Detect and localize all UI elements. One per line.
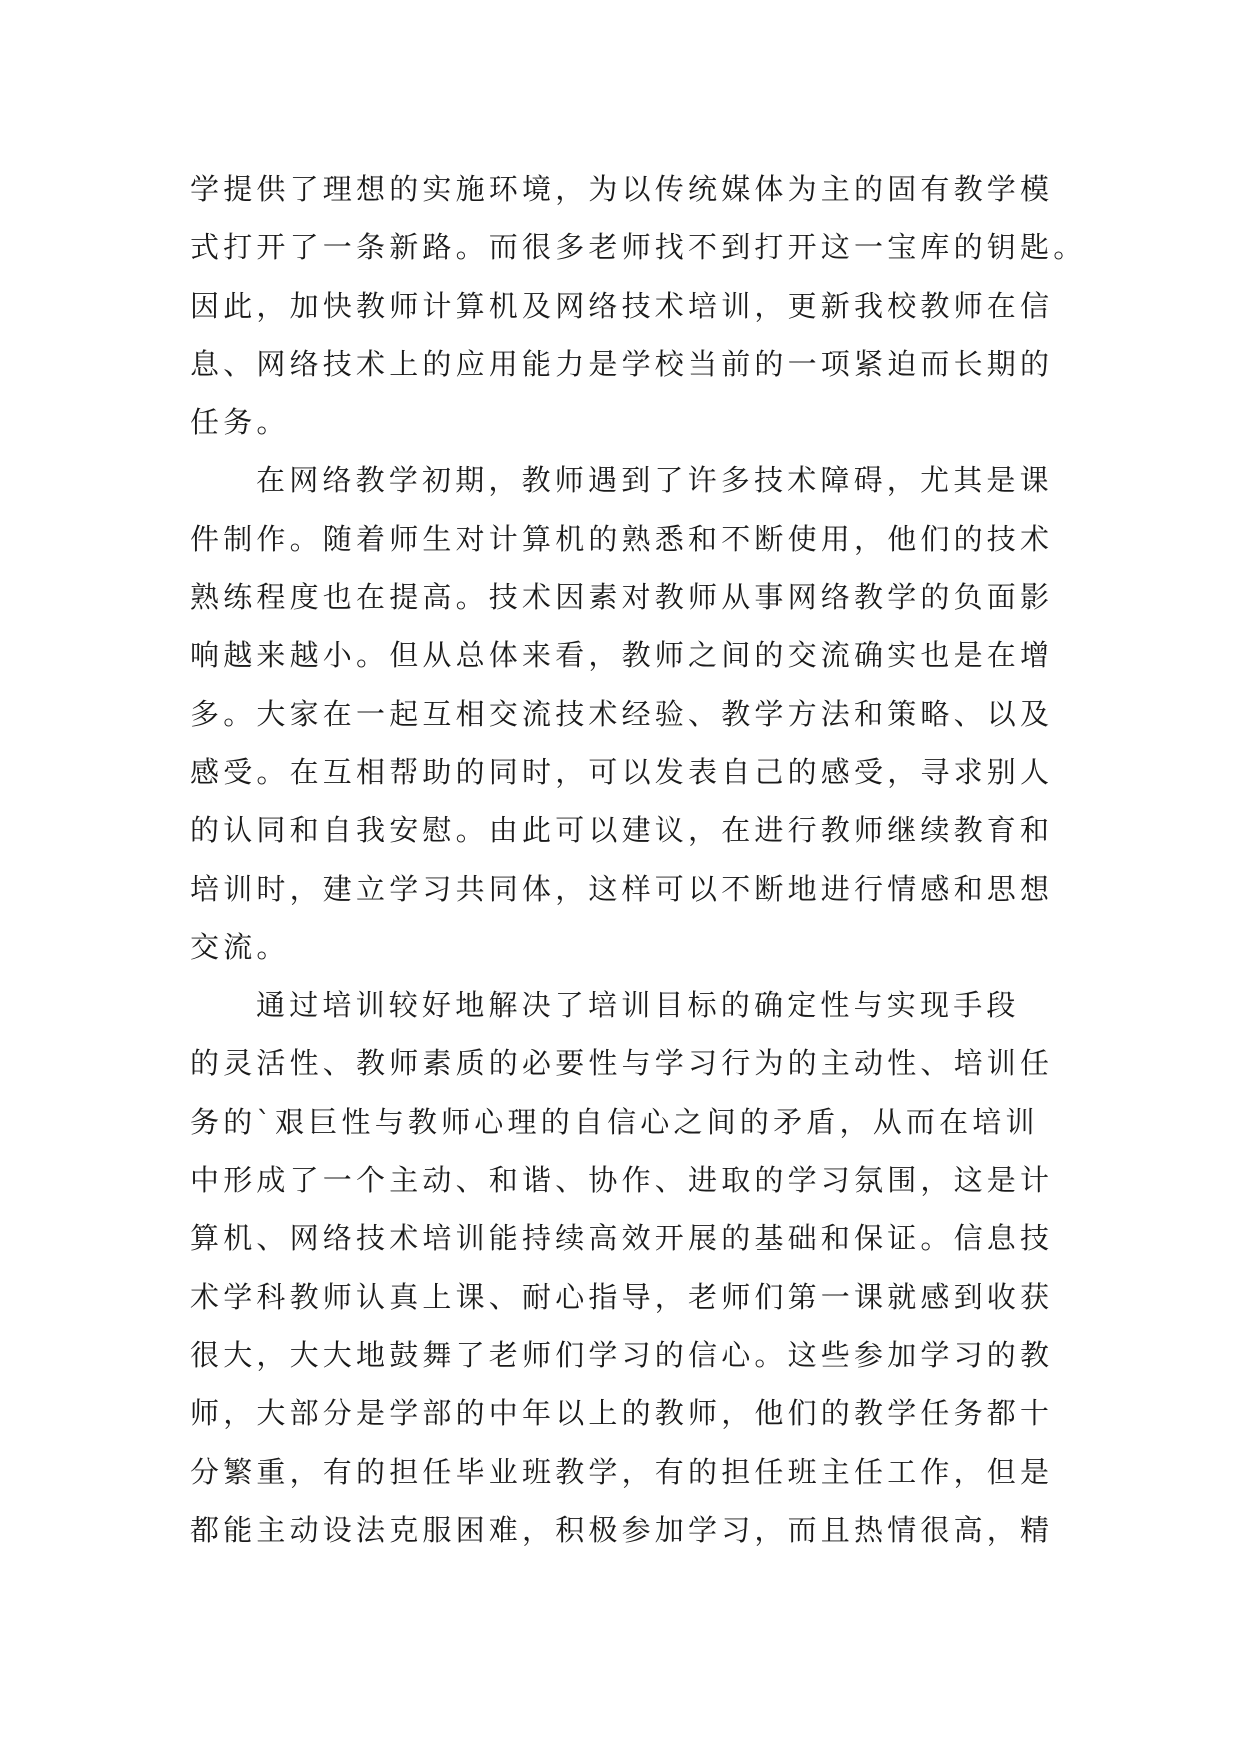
text-line: 响越来越小。但从总体来看，教师之间的交流确实也是在增 <box>190 638 1054 673</box>
text-line: 交流。 <box>190 929 290 964</box>
text-line: 的认同和自我安慰。由此可以建议，在进行教师继续教育和 <box>190 813 1054 848</box>
text-line: 都能主动设法克服困难，积极参加学习，而且热情很高，精 <box>190 1512 1054 1547</box>
body-text <box>190 160 1087 1559</box>
text-line: 熟练程度也在提高。技术因素对教师从事网络教学的负面影 <box>190 580 1054 615</box>
text-line: 件制作。随着师生对计算机的熟悉和不断使用，他们的技术 <box>190 521 1054 556</box>
text-line: 式打开了一条新路。而很多老师找不到打开这一宝库的钥匙。 <box>190 230 1087 265</box>
text-line: 很大，大大地鼓舞了老师们学习的信心。这些参加学习的教 <box>190 1337 1054 1372</box>
text-line: 培训时，建立学习共同体，这样可以不断地进行情感和思想 <box>190 871 1054 906</box>
text-line: 中形成了一个主动、和谐、协作、进取的学习氛围，这是计 <box>190 1163 1054 1198</box>
text-line: 通过培训较好地解决了培训目标的确定性与实现手段 <box>256 988 1020 1023</box>
text-line: 分繁重，有的担任毕业班教学，有的担任班主任工作，但是 <box>190 1454 1054 1489</box>
text-line: 算机、网络技术培训能持续高效开展的基础和保证。信息技 <box>190 1221 1054 1256</box>
text-line: 因此，加快教师计算机及网络技术培训，更新我校教师在信 <box>190 288 1054 323</box>
paragraph-1 <box>190 160 1087 451</box>
paragraph-2 <box>190 451 1070 976</box>
text-line: 师，大部分是学部的中年以上的教师，他们的教学任务都十 <box>190 1396 1054 1431</box>
text-line: 的灵活性、教师素质的必要性与学习行为的主动性、培训任 <box>190 1046 1054 1081</box>
text-line: 术学科教师认真上课、耐心指导，老师们第一课就感到收获 <box>190 1279 1054 1314</box>
paragraph-3 <box>190 976 1070 1559</box>
text-line: 在网络教学初期，教师遇到了许多技术障碍，尤其是课 <box>256 463 1053 498</box>
text-line: 多。大家在一起互相交流技术经验、教学方法和策略、以及 <box>190 696 1054 731</box>
text-line: 息、网络技术上的应用能力是学校当前的一项紧迫而长期的 <box>190 346 1054 381</box>
text-line: 务的`艰巨性与教师心理的自信心之间的矛盾，从而在培训 <box>190 1104 1039 1139</box>
text-line: 任务。 <box>190 405 290 440</box>
text-line: 感受。在互相帮助的同时，可以发表自己的感受，寻求别人 <box>190 754 1054 789</box>
text-line: 学提供了理想的实施环境，为以传统媒体为主的固有教学模 <box>190 172 1054 206</box>
